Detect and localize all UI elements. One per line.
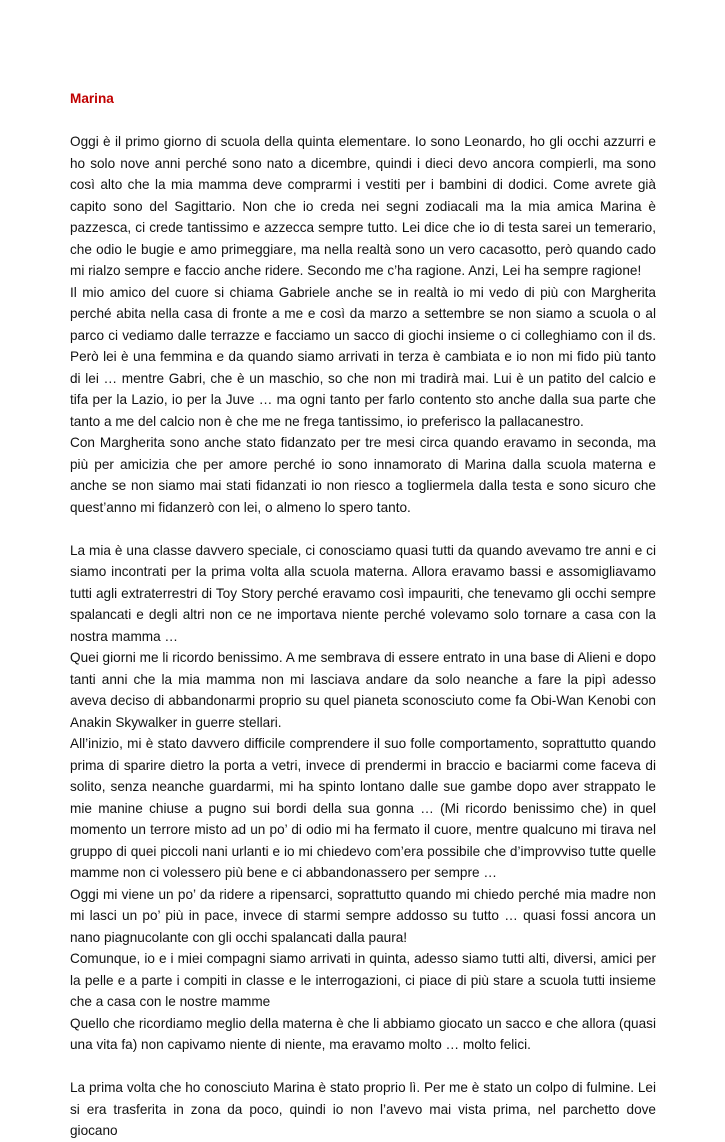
paragraph: Oggi è il primo giorno di scuola della quinta elementare. Io sono Leonardo, ho gli occhi azzurri e ho solo nove anni perché sono nato a dicembre, quindi i dieci devo ancora compierli, ma sono così alto che la mia mamma deve comprarmi i vestiti per i bambini di dodici. Come avrete già capito sono del Sagittario. Non che io creda nei segni zodiacali ma la mia amica Marina è pazzesca, ci crede tantissimo e azzecca sempre tutto. Lei dice che io di testa sarei un temerario, che odio le bugie e amo primeggiare, ma nella realtà sono un vero cacasotto, però quando cado mi rialzo sempre e faccio anche ridere. Secondo me c’ha ragione. Anzi, Lei ha sempre ragione! [70, 134, 656, 278]
paragraph: Quello che ricordiamo meglio della materna è che li abbiamo giocato un sacco e che allora (quasi una vita fa) non capivamo niente di niente, ma eravamo molto … molto felici. [70, 1015, 656, 1052]
paragraph: La mia è una classe davvero speciale, ci conosciamo quasi tutti da quando avevamo tre anni e ci siamo incontrati per la prima volta alla scuola materna. Allora eravamo bassi e assomigliavamo tutti agli extraterrestri di Toy Story perché eravamo così impauriti, che tenevamo gli occhi sempre spalancati e degli altri non ce ne importava niente perché volevamo solo tornare a casa con la nostra mamma … [70, 542, 656, 644]
paragraph: Con Margherita sono anche stato fidanzato per tre mesi circa quando eravamo in seconda, ma più per amicizia che per amore perché io sono innamorato di Marina dalla scuola materna e anche se non siamo mai stati fidanzati io non riesco a togliermela dalla testa e sono sicuro che quest’anno mi fidanzerò con lei, o almeno lo spero tanto. [70, 435, 656, 515]
paragraph-spacer [70, 518, 656, 540]
paragraph: Quei giorni me li ricordo benissimo. A me sembrava di essere entrato in una base di Alieni e dopo tanti anni che la mia mamma non mi lasciava andare da solo neanche a fare la pipì adesso aveva deciso di abbandonarmi proprio su quel pianeta sconosciuto come fa Obi-Wan Kenobi con Anakin Skywalker in guerre stellari. [70, 650, 656, 730]
paragraph: All’inizio, mi è stato davvero difficile comprendere il suo folle comportamento, soprattutto quando prima di sparire dietro la porta a vetri, invece di prendermi in braccio e baciarmi come faceva di solito, senza neanche guardarmi, mi ha spinto lontano dalle sue gambe dopo aver strappato le mie manine chiuse a pugno sui bordi della sua gonna … (Mi ricordo benissimo che) in quel momento un terrore misto ad un po’ di odio mi ha fermato il cuore, mentre qualcuno mi tirava nel gruppo di quei piccoli nani urlanti e io mi chiedevo com’era possibile che d’improvviso tutte quelle mamme non ci volessero più bene e ci abbandonassero per sempre … [70, 736, 656, 880]
paragraph: La prima volta che ho conosciuto Marina è stato proprio lì. Per me è stato un colpo di fulmine. Lei si era trasferita in zona da poco, quindi io non l’avevo mai vista prima, nel parchetto dove giocano [70, 1080, 656, 1138]
paragraph: Oggi mi viene un po’ da ridere a ripensarci, soprattutto quando mi chiedo perché mia madre non mi lasci un po’ più in pace, invece di starmi sempre addosso su tutto … quasi fossi ancora un nano piagnucolante con gli occhi spalancati dalla paura! [70, 886, 656, 945]
document-body [70, 88, 656, 1142]
paragraph-spacer [70, 1056, 656, 1078]
paragraph: Comunque, io e i miei compagni siamo arrivati in quinta, adesso siamo tutti alti, diversi, amici per la pelle e a parte i compiti in classe e le interrogazioni, ci piace di più stare a scuola tutti insieme che a casa con le nostre mamme [70, 951, 656, 1009]
paragraph: Il mio amico del cuore si chiama Gabriele anche se in realtà io mi vedo di più con Margherita perché abita nella casa di fronte a me e così da marzo a settembre se non siamo a scuola o al parco ci vediamo dalle terrazze e facciamo un sacco di giochi insieme o ci colleghiamo con il ds. Però lei è una femmina e da quando siamo arrivati in terza è cambiata e io non mi fido più tanto di lei … mentre Gabri, che è un maschio, so che non mi tradirà mai. Lui è un patito del calcio e tifa per la Lazio, io per la Juve … ma ogni tanto per farlo contento sto anche dalla sua parte che tanto a me del calcio non è che me ne frega tantissimo, io preferisco la pallacanestro. [70, 284, 656, 429]
document-title: Marina [70, 91, 114, 106]
